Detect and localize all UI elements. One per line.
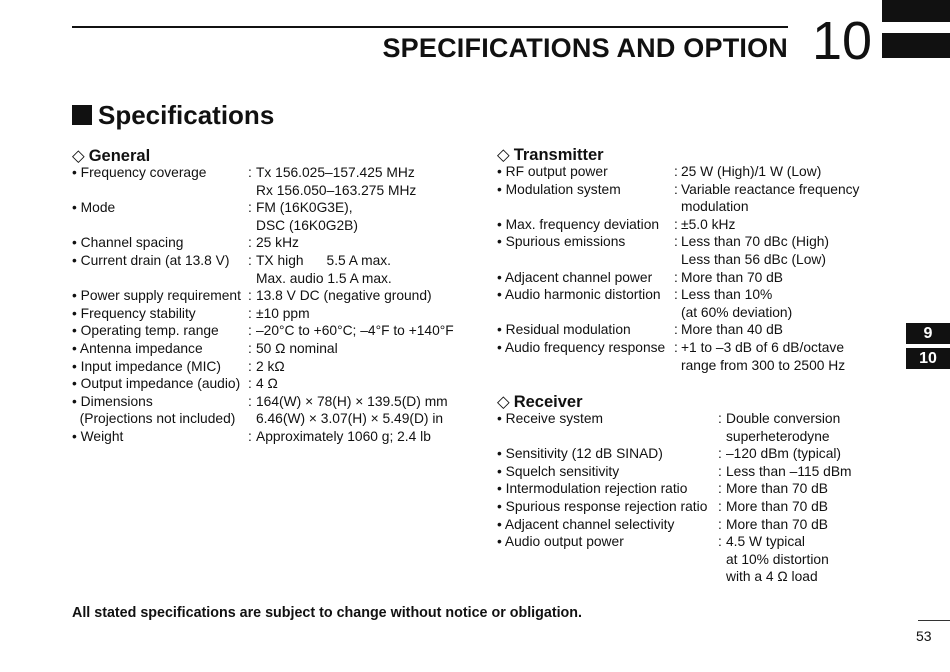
section-heading-text: Specifications	[98, 100, 275, 130]
spec-value: range from 300 to 2500 Hz	[681, 357, 846, 373]
spec-colon: :	[248, 393, 252, 409]
spec-colon: :	[718, 534, 722, 550]
spec-label: • Input impedance (MIC)	[72, 358, 221, 374]
spec-label: • Audio frequency response	[497, 339, 666, 355]
spec-row	[497, 516, 877, 534]
transmitter-heading	[497, 145, 604, 165]
spec-label: • Receive system	[497, 411, 604, 426]
spec-row	[497, 286, 877, 304]
spec-colon: :	[674, 164, 678, 179]
spec-colon: :	[248, 235, 252, 251]
spec-label: • Frequency coverage	[72, 165, 207, 180]
spec-label: • Audio harmonic distortion	[497, 287, 661, 303]
spec-row	[72, 164, 472, 182]
spec-value: Variable reactance frequency	[681, 181, 860, 197]
spec-label: (Projections not included)	[72, 411, 236, 427]
spec-label: • Sensitivity (12 dB SINAD)	[497, 446, 663, 462]
spec-row	[497, 251, 877, 269]
spec-colon: :	[718, 463, 722, 479]
spec-value: ±5.0 kHz	[681, 216, 736, 232]
spec-value: +1 to –3 dB of 6 dB/octave	[681, 339, 844, 355]
spec-colon: :	[674, 339, 678, 355]
spec-value: More than 40 dB	[681, 322, 784, 338]
spec-colon: :	[674, 287, 678, 303]
spec-row	[72, 217, 472, 235]
general-heading	[72, 146, 150, 166]
spec-value: with a 4 Ω load	[726, 569, 818, 585]
spec-value: Less than –115 dBm	[726, 463, 852, 479]
spec-label: • Antenna impedance	[72, 340, 203, 356]
spec-colon: :	[248, 358, 252, 374]
spec-value: More than 70 dB	[726, 481, 829, 497]
corner-bar-bottom	[882, 33, 950, 58]
spec-row	[72, 270, 472, 288]
spec-value: 6.46(W) × 3.07(H) × 5.49(D) in	[256, 411, 444, 427]
spec-row	[497, 181, 877, 199]
spec-value: Less than 70 dBc (High)	[681, 234, 830, 250]
header-rule	[72, 26, 788, 28]
spec-value: TX high 5.5 A max.	[256, 252, 391, 268]
spec-colon: :	[674, 216, 678, 232]
spec-colon: :	[248, 305, 252, 321]
spec-colon: :	[718, 411, 722, 426]
spec-row	[497, 321, 877, 339]
spec-value: 164(W) × 78(H) × 139.5(D) mm	[256, 393, 448, 409]
spec-label: • Adjacent channel power	[497, 269, 653, 285]
spec-row	[72, 252, 472, 270]
footer-note: All stated specifications are subject to change without notice or obligation.	[72, 605, 582, 621]
spec-row	[497, 428, 877, 446]
spec-row	[72, 287, 472, 305]
spec-label: • Adjacent channel selectivity	[497, 516, 675, 532]
spec-value: superheterodyne	[726, 428, 830, 444]
spec-row	[72, 358, 472, 376]
spec-row	[72, 410, 472, 428]
spec-label: • Current drain (at 13.8 V)	[72, 252, 230, 268]
spec-row	[72, 428, 472, 446]
spec-row	[72, 234, 472, 252]
spec-row	[497, 163, 877, 181]
spec-row	[72, 305, 472, 323]
spec-label: • Spurious emissions	[497, 234, 626, 250]
spec-row	[497, 480, 877, 498]
diamond-icon: ◇	[497, 146, 510, 164]
spec-label: • Weight	[72, 428, 124, 444]
spec-value: Rx 156.050–163.275 MHz	[256, 182, 417, 198]
spec-label: • Audio output power	[497, 534, 624, 550]
spec-row	[72, 322, 472, 340]
spec-label: • Power supply requirement	[72, 288, 241, 304]
spec-colon: :	[674, 234, 678, 250]
spec-row	[497, 304, 877, 322]
spec-label: • Output impedance (audio)	[72, 376, 241, 392]
spec-colon: :	[248, 323, 252, 339]
spec-label: • Operating temp. range	[72, 323, 219, 339]
spec-row	[497, 233, 877, 251]
spec-value: 4.5 W typical	[726, 534, 805, 550]
diamond-icon: ◇	[497, 393, 510, 411]
spec-colon: :	[248, 200, 252, 216]
spec-row	[497, 533, 877, 551]
transmitter-spec-list	[497, 163, 877, 374]
spec-value: 2 kΩ	[256, 358, 285, 374]
spec-value: More than 70 dB	[726, 498, 829, 514]
chapter-title: SPECIFICATIONS AND OPTION	[382, 33, 788, 63]
spec-row	[497, 463, 877, 481]
spec-label: • Channel spacing	[72, 235, 184, 251]
spec-value: FM (16K0G3E),	[256, 200, 353, 216]
spec-value: Less than 56 dBc (Low)	[681, 251, 826, 267]
spec-row	[72, 340, 472, 358]
spec-value: –120 dBm (typical)	[726, 446, 842, 462]
corner-bar-top	[882, 0, 950, 22]
spec-row	[497, 269, 877, 287]
spec-colon: :	[718, 446, 722, 462]
spec-label: • Squelch sensitivity	[497, 463, 620, 479]
spec-label: • Mode	[72, 200, 116, 216]
section-heading	[72, 100, 274, 131]
spec-label: • Max. frequency deviation	[497, 216, 660, 232]
transmitter-heading-text: Transmitter	[513, 146, 604, 164]
spec-row	[497, 445, 877, 463]
spec-value: –20°C to +60°C; –4°F to +140°F	[256, 323, 454, 339]
spec-value: DSC (16K0G2B)	[256, 217, 358, 233]
receiver-heading-text: Receiver	[513, 393, 583, 411]
spec-row	[497, 198, 877, 216]
spec-colon: :	[718, 481, 722, 497]
chapter-tab-10[interactable]: 10	[906, 348, 950, 369]
chapter-tab-9[interactable]: 9	[906, 323, 950, 344]
spec-label: • Intermodulation rejection ratio	[497, 481, 688, 497]
spec-label: • Spurious response rejection ratio	[497, 498, 708, 514]
spec-colon: :	[248, 376, 252, 392]
spec-colon: :	[674, 181, 678, 197]
spec-colon: :	[718, 498, 722, 514]
spec-value: 50 Ω nominal	[256, 340, 338, 356]
spec-colon: :	[674, 269, 678, 285]
spec-colon: :	[718, 516, 722, 532]
spec-value: (at 60% deviation)	[681, 304, 793, 320]
spec-value: Double conversion	[726, 411, 841, 426]
spec-label: • Dimensions	[72, 393, 153, 409]
spec-value: modulation	[681, 199, 749, 215]
spec-value: Less than 10%	[681, 287, 773, 303]
spec-label: • Residual modulation	[497, 322, 631, 338]
page-number: 53	[916, 628, 932, 644]
spec-row	[497, 216, 877, 234]
spec-row	[72, 393, 472, 411]
spec-value: ±10 ppm	[256, 305, 310, 321]
chapter-number: 10	[812, 11, 873, 71]
receiver-heading	[497, 392, 583, 412]
general-spec-list	[72, 164, 472, 446]
spec-row	[497, 410, 877, 428]
diamond-icon: ◇	[72, 147, 85, 165]
spec-label: • Frequency stability	[72, 305, 196, 321]
spec-colon: :	[248, 252, 252, 268]
spec-colon: :	[248, 428, 252, 444]
spec-label: • Modulation system	[497, 181, 621, 197]
receiver-spec-list	[497, 410, 877, 586]
spec-value: 4 Ω	[256, 376, 278, 392]
spec-value: Tx 156.025–157.425 MHz	[256, 165, 415, 180]
spec-value: 25 kHz	[256, 235, 299, 251]
spec-row	[72, 375, 472, 393]
spec-row	[497, 339, 877, 357]
page-number-rule	[918, 620, 950, 621]
spec-colon: :	[248, 288, 252, 304]
spec-colon: :	[674, 322, 678, 338]
spec-value: More than 70 dB	[681, 269, 784, 285]
spec-row	[497, 551, 877, 569]
spec-row	[72, 182, 472, 200]
spec-colon: :	[248, 165, 252, 180]
spec-row	[497, 568, 877, 586]
spec-value: 25 W (High)/1 W (Low)	[681, 164, 822, 179]
spec-value: Max. audio 1.5 A max.	[256, 270, 392, 286]
spec-value: at 10% distortion	[726, 551, 829, 567]
spec-row	[497, 357, 877, 375]
spec-value: More than 70 dB	[726, 516, 829, 532]
square-bullet-icon	[72, 105, 92, 125]
spec-row	[497, 498, 877, 516]
spec-colon: :	[248, 340, 252, 356]
spec-value: Approximately 1060 g; 2.4 lb	[256, 428, 431, 444]
spec-value: 13.8 V DC (negative ground)	[256, 288, 432, 304]
spec-row	[72, 199, 472, 217]
spec-label: • RF output power	[497, 164, 608, 179]
general-heading-text: General	[88, 147, 151, 165]
